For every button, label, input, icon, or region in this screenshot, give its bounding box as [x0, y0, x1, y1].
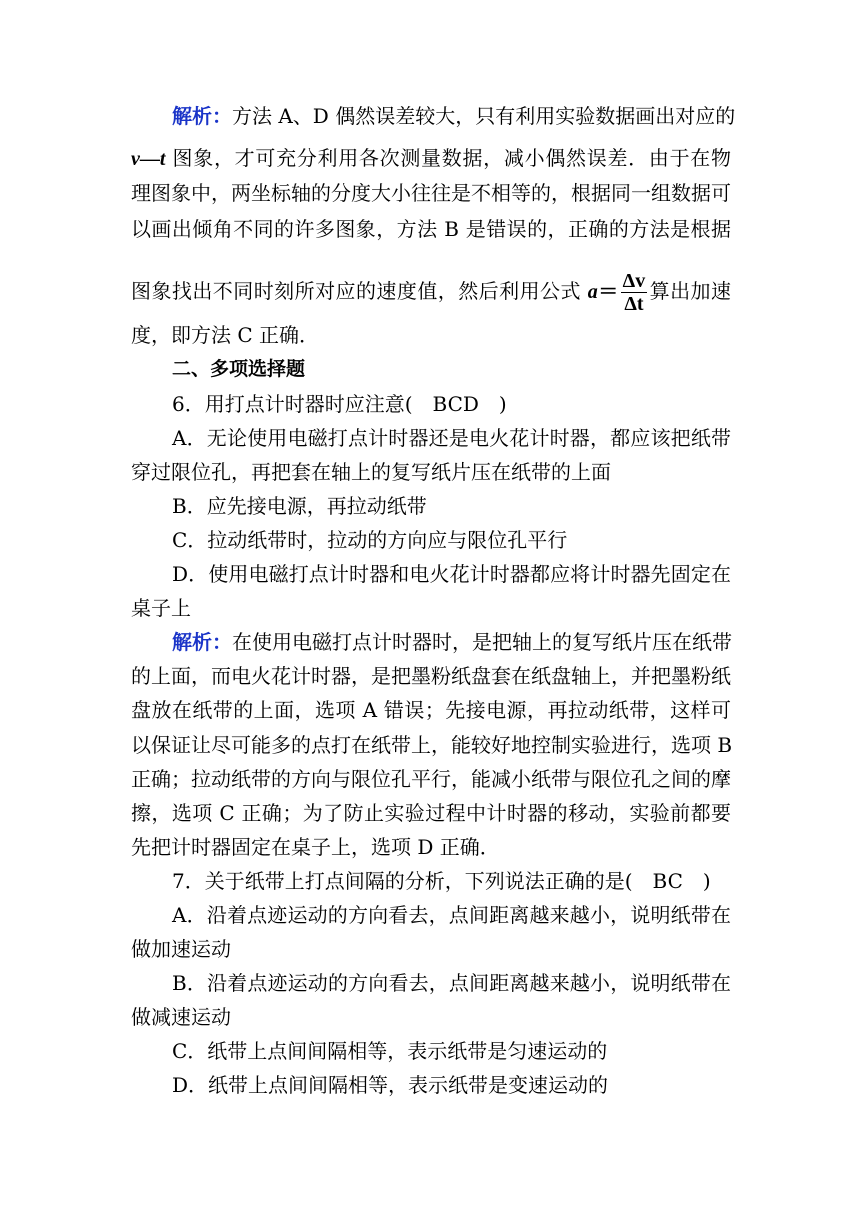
q6-option-a-line1: A．无论使用电磁打点计时器还是电火花计时器，都应该把纸带 [172, 426, 731, 450]
analysis2-line2: 的上面，而电火花计时器，是把墨粉纸盘套在纸盘轴上，并把墨粉纸 [131, 664, 731, 688]
analysis-label: 解析： [172, 104, 232, 128]
q7-option-d: D．纸带上点间间隔相等，表示纸带是变速运动的 [172, 1073, 609, 1097]
q7-option-a-line1: A．沿着点迹运动的方向看去，点间距离越来越小，说明纸带在 [172, 903, 731, 927]
analysis1-line5: 图象找出不同时刻所对应的速度值，然后利用公式 a＝ $\frac{\Delta v}{\Delta t}$ 算出加速 [131, 270, 732, 315]
analysis1-line4: 以画出倾角不同的许多图象，方法 B 是错误的，正确的方法是根据 [131, 217, 731, 241]
analysis1-line3: 理图象中，两坐标轴的分度大小往往是不相等的，根据同一组数据可 [131, 181, 731, 205]
analysis1-line2: v—t 图象，才可充分利用各次测量数据，减小偶然误差．由于在物 [131, 146, 731, 170]
analysis-label: 解析： [172, 630, 232, 654]
q7-option-a-line2: 做加速运动 [131, 937, 231, 961]
q6-stem: 6．用打点计时器时应注意( BCD ) [172, 392, 507, 416]
q6-option-a-line2: 穿过限位孔，再把套在轴上的复写纸片压在纸带的上面 [131, 460, 611, 484]
section-heading: 二、多项选择题 [172, 358, 306, 380]
formula-denominator: Δt [624, 293, 644, 315]
q6-option-d-line2: 桌子上 [131, 596, 191, 620]
q6-option-d-line1: D．使用电磁打点计时器和电火花计时器都应将计时器先固定在 [172, 562, 731, 586]
q6-option-c: C．拉动纸带时，拉动的方向应与限位孔平行 [172, 528, 568, 552]
q7-option-c: C．纸带上点间间隔相等，表示纸带是匀速运动的 [172, 1039, 608, 1063]
analysis1-line1: 解析：方法 A、D 偶然误差较大，只有利用实验数据画出对应的 [172, 104, 736, 128]
analysis2-line7: 先把计时器固定在桌子上，选项 D 正确． [131, 835, 500, 859]
q6-option-b: B．应先接电源，再拉动纸带 [172, 494, 427, 518]
q7-option-b-line1: B．沿着点迹运动的方向看去，点间距离越来越小，说明纸带在 [172, 971, 731, 995]
formula-fraction [621, 270, 648, 315]
analysis1-line6: 度，即方法 C 正确． [131, 323, 320, 347]
analysis2-line4: 以保证让尽可能多的点打在纸带上，能较好地控制实验进行，选项 B [131, 733, 733, 757]
formula-numerator: Δv [622, 270, 646, 292]
analysis2-line6: 擦，选项 C 正确；为了防止实验过程中计时器的移动，实验前都要 [131, 801, 731, 825]
analysis2-line3: 盘放在纸带的上面，选项 A 错误；先接电源，再拉动纸带，这样可 [131, 698, 731, 722]
analysis2-line5: 正确；拉动纸带的方向与限位孔平行，能减小纸带与限位孔之间的摩 [131, 767, 731, 791]
analysis2-line1: 解析：在使用电磁打点计时器时，是把轴上的复写纸片压在纸带 [172, 630, 732, 654]
q7-stem: 7．关于纸带上打点间隔的分析，下列说法正确的是( BC ) [172, 869, 711, 893]
q7-option-b-line2: 做减速运动 [131, 1005, 231, 1029]
